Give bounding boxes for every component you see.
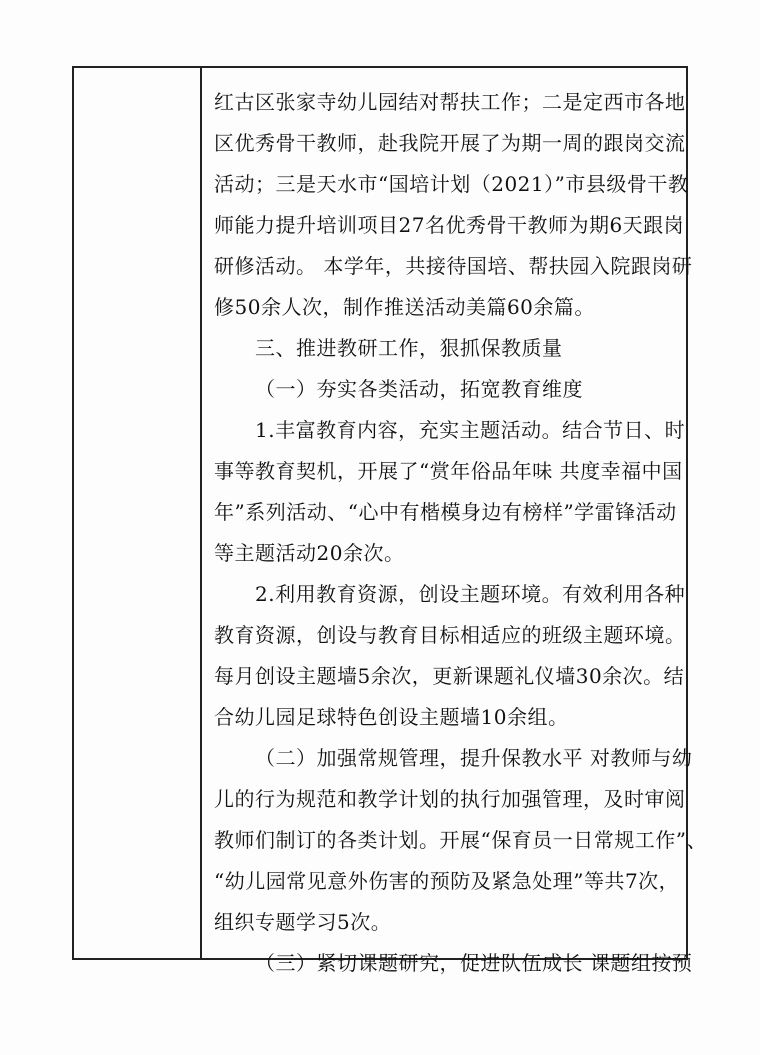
text-line: 修50余人次，制作推送活动美篇60余篇。 [214, 295, 595, 319]
paragraph-education-resources [214, 574, 686, 738]
heading-line: （一）夯实各类活动，拓宽教育维度 [255, 377, 583, 401]
text-line: 教育资源，创设与教育目标相适应的班级主题环境。 [214, 623, 686, 647]
text-line: 合幼儿园足球特色创设主题墙10余组。 [214, 705, 569, 729]
text-line: （三）紧切课题研究，促进队伍成长 课题组按预 [255, 951, 693, 975]
text-line: 年”系列活动、“心中有楷模身边有榜样”学雷锋活动 [214, 500, 677, 524]
text-line: 教师们制订的各类计划。开展“保育员一日常规工作”、 [214, 828, 707, 852]
table-content-cell [214, 82, 707, 984]
text-line: 每月创设主题墙5余次，更新课题礼仪墙30余次。结 [214, 664, 685, 688]
text-line: （二）加强常规管理，提升保教水平 对教师与幼 [255, 746, 693, 770]
report-table [72, 66, 707, 975]
heading-line: 三、推进教研工作，狠抓保教质量 [255, 336, 563, 360]
text-line: “幼儿园常见意外伤害的预防及紧急处理”等共7次， [214, 869, 680, 893]
text-line: 活动；三是天水市“国培计划（2021）”市县级骨干教 [214, 172, 689, 196]
subheading-1 [214, 369, 678, 410]
text-line: 等主题活动20余次。 [214, 541, 405, 565]
text-line: 2.利用教育资源，创设主题环境。有效利用各种 [255, 582, 686, 606]
paragraph-research [214, 943, 693, 984]
text-line: 事等教育契机，开展了“赏年俗品年味 共度幸福中国 [214, 459, 683, 483]
paragraph-routine-management [214, 738, 707, 943]
text-line: 研修活动。 本学年，共接待国培、帮扶园入院跟岗研 [214, 254, 693, 278]
paragraph-theme-activities [214, 410, 686, 574]
text-line: 1.丰富教育内容，充实主题活动。结合节日、时 [255, 418, 686, 442]
text-line: 师能力提升培训项目27名优秀骨干教师为期6天跟岗 [214, 213, 685, 237]
table-left-column [74, 68, 202, 958]
text-line: 组织专题学习5次。 [214, 910, 392, 934]
paragraph-visits [214, 82, 693, 328]
text-line: 区优秀骨干教师，赴我院开展了为期一周的跟岗交流 [214, 131, 686, 155]
text-line: 儿的行为规范和教学计划的执行加强管理，及时审阅 [214, 787, 686, 811]
section-heading-3 [214, 328, 678, 369]
text-line: 红古区张家寺幼儿园结对帮扶工作；二是定西市各地 [214, 90, 686, 114]
